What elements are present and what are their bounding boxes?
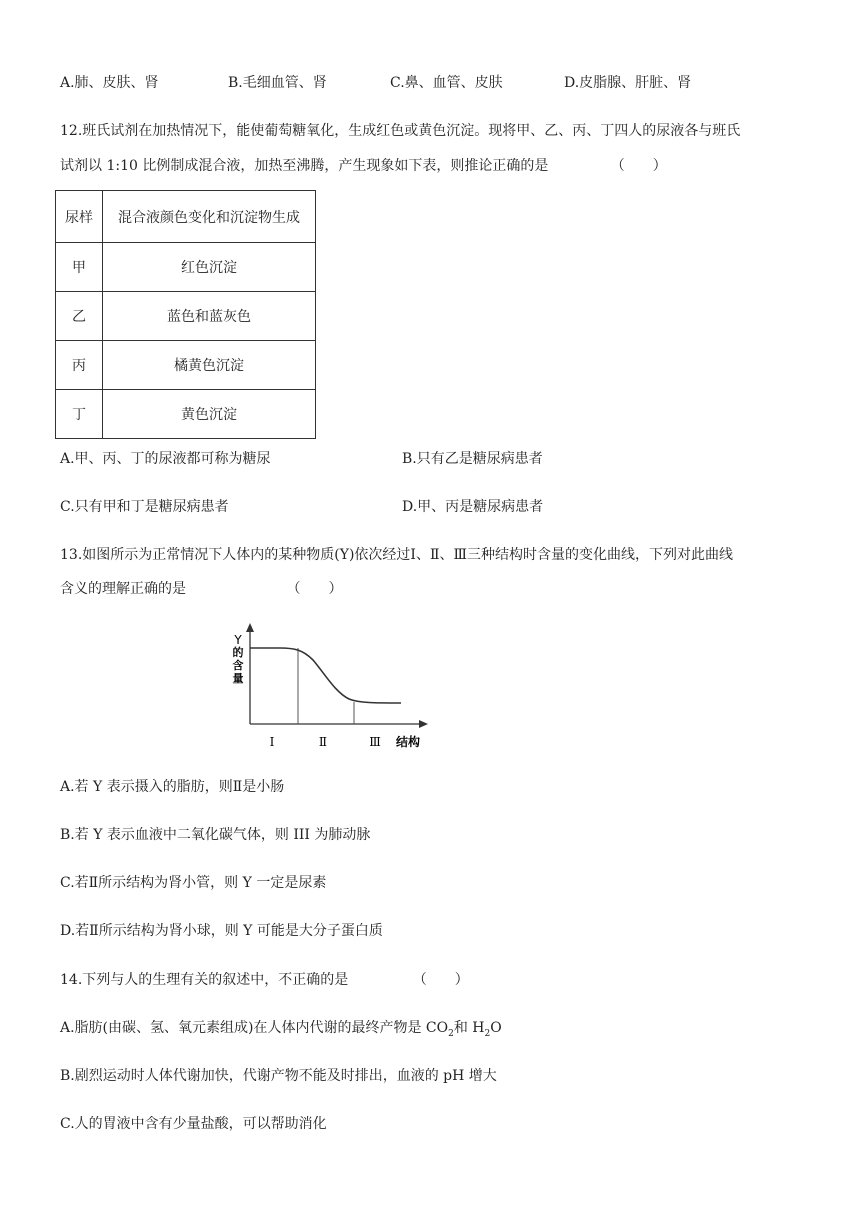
q12-option-b: B.只有乙是糖尿病患者 — [402, 451, 543, 467]
q12-option-a: A.甲、丙、丁的尿液都可称为糖尿 — [60, 451, 271, 467]
q14-stem: 14.下列与人的生理有关的叙述中，不正确的是 （ ） — [60, 969, 469, 989]
x-tick-label: Ⅰ — [269, 735, 275, 749]
q14-answer-paren: （ ） — [412, 972, 469, 988]
q13-option-d: D.若Ⅱ所示结构为肾小球，则 Y 可能是大分子蛋白质 — [60, 923, 383, 939]
y-label-char: Y — [234, 633, 242, 647]
y-content-curve — [250, 648, 401, 703]
q13-option-a: A.若 Y 表示摄入的脂肪，则Ⅱ是小肠 — [60, 779, 285, 795]
table-cell: 丁 — [56, 390, 103, 439]
table-header-cell: 尿样 — [56, 191, 103, 243]
table-row — [56, 243, 316, 292]
x-tick-label: Ⅱ — [318, 735, 328, 749]
q12-result-table — [55, 190, 316, 439]
table-cell: 乙 — [56, 292, 103, 341]
q12-option-d: D.甲、丙是糖尿病患者 — [402, 499, 544, 515]
x-axis-arrow — [419, 720, 428, 728]
table-row — [56, 341, 316, 390]
x-axis-label: 结构 — [395, 735, 421, 749]
q12-answer-paren: （ ） — [610, 158, 667, 174]
table-row — [56, 292, 316, 341]
table-cell: 橘黄色沉淀 — [103, 341, 316, 390]
curve-graph — [225, 622, 435, 752]
q11-option-c: C.鼻、血管、皮肤 — [390, 75, 503, 91]
table-cell: 蓝色和蓝灰色 — [103, 292, 316, 341]
table-header-cell: 混合液颜色变化和沉淀物生成 — [103, 191, 316, 243]
q13-option-c: C.若Ⅱ所示结构为肾小管，则 Y 一定是尿素 — [60, 875, 327, 891]
q13-option-b: B.若 Y 表示血液中二氧化碳气体，则 III 为肺动脉 — [60, 827, 371, 843]
table-header-row — [56, 191, 316, 243]
y-axis-arrow — [246, 623, 254, 632]
table-cell: 红色沉淀 — [103, 243, 316, 292]
q14-option-a: A.脂肪(由碳、氢、氧元素组成)在人体内代谢的最终产物是 $CO_2$和 $H_2O$ — [60, 1020, 502, 1039]
q13-curve-figure — [225, 622, 435, 756]
y-label-char: 含 — [232, 659, 244, 672]
table-cell: 甲 — [56, 243, 103, 292]
q11-option-b: B.毛细血管、肾 — [228, 75, 327, 91]
q12-option-c: C.只有甲和丁是糖尿病患者 — [60, 499, 229, 515]
q14-option-c: C.人的胃液中含有少量盐酸，可以帮助消化 — [60, 1116, 327, 1132]
y-label-char: 的 — [232, 646, 244, 659]
y-label-char: 量 — [232, 672, 244, 685]
q13-answer-paren: （ ） — [286, 581, 343, 597]
q11-option-d: D.皮脂腺、肝脏、肾 — [564, 75, 692, 91]
table-cell: 丙 — [56, 341, 103, 390]
x-tick-label: Ⅲ — [369, 735, 381, 749]
table-row — [56, 390, 316, 439]
q14-option-b: B.剧烈运动时人体代谢加快，代谢产物不能及时排出，血液的 pH 增大 — [60, 1068, 497, 1084]
q11-option-a: A.肺、皮肤、肾 — [60, 75, 159, 91]
q12-stem-line2: 试剂以 1:10 比例制成混合液，加热至沸腾，产生现象如下表，则推论正确的是 （ ） — [60, 155, 667, 175]
table-cell: 黄色沉淀 — [103, 390, 316, 439]
q12-stem-line1: 12.班氏试剂在加热情况下，能使葡萄糖氧化，生成红色或黄色沉淀。现将甲、乙、丙、丁四人的尿液各与班氏 — [60, 123, 741, 139]
q13-stem-line2: 含义的理解正确的是 （ ） — [60, 578, 342, 598]
q13-stem-line1: 13.如图所示为正常情况下人体内的某种物质(Y)依次经过Ⅰ、Ⅱ、Ⅲ三种结构时含量的变化曲线，下列对此曲线 — [60, 547, 733, 563]
